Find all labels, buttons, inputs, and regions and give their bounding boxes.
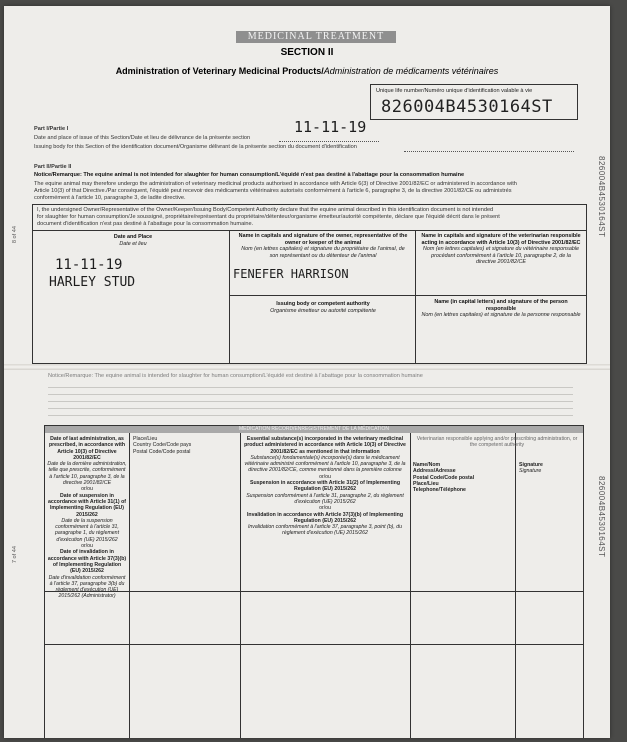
section-title: SECTION II <box>280 47 334 58</box>
part2-text-1: The equine animal may therefore undergo the administration of veterinary medicinal products authorised in accordance with Article 6(3) of Directive 2001/82/EC or administered in accordance with <box>34 181 517 187</box>
med-col-line-4 <box>515 433 516 738</box>
owner-name-header <box>237 233 409 259</box>
vet-responsible-header: Veterinarian responsible applying and/or prescribing administration, or the competent authority <box>416 436 578 449</box>
last-administration-cell <box>47 436 127 600</box>
declaration-text-2: for slaughter for human consumption/Je soussigné, propriétaire/représentant du propriétaire/détenteur/organisme émetteur/autorité compétente, déclare que l'équidé décrit dans le présent <box>37 214 500 220</box>
medication-record-band: MEDICATION RECORD/ENREGISTREMENT DE LA MÉDICATION <box>45 426 583 433</box>
medication-record-table <box>44 425 584 738</box>
page-number-bottom: 7 of 44 <box>12 546 18 564</box>
responsible-person-label-fr: Nom (en lettres capitales) et signature de la personne responsable <box>421 312 581 319</box>
or-label-3: or/ou <box>319 473 331 480</box>
part2-heading: Part II/Partie II <box>34 164 72 170</box>
handwritten-date: 11-11-19 <box>55 257 123 273</box>
faded-paragraph <box>48 383 573 417</box>
signature-cell <box>519 462 579 475</box>
table-col-line-2 <box>415 230 416 363</box>
table-col-line-1 <box>229 230 230 363</box>
substance-label-fr: Substance(s) fondamentale(s) incorporée(s) dans le médicament vétérinaire administré conformément à l'article 10, paragraphe 3, de la directive 2001/82/CE, comme mentionné dans la première colonne <box>244 454 406 474</box>
table-mid-line <box>229 295 586 296</box>
date-place-header <box>53 234 213 247</box>
suspension-label-fr: Suspension conformément à l'article 31, paragraphe 2, du règlement d'exécution (UE) 2015/262 <box>246 492 404 505</box>
page-title <box>4 66 610 76</box>
part1-body-line: Issuing body for this Section of the identification document/Organisme délivrant de la présente section du document d'identification <box>34 144 357 150</box>
invalidation-label: Invalidation in accordance with Article 37(3)(b) of Implementing Regulation (EU) 2015/262 <box>246 511 404 524</box>
date-place-label-fr: Date et lieu <box>119 240 147 247</box>
vet-name-label-fr: Nom (en lettres capitales) et signature du vétérinaire responsable procédant conformément à l'article 10, paragraphe 2, de la directive 2001/82/CE <box>422 246 580 266</box>
declaration-table <box>32 204 587 364</box>
country-code-label: Country Code/Code pays <box>133 442 192 449</box>
med-col-line-2 <box>240 433 241 738</box>
date-dotted-line <box>279 141 379 142</box>
vet-name-field: Name/Nom <box>413 462 441 468</box>
lower-notice: Notice/Remarque: The equine animal is intended for slaughter for human consumption/L'équidé est destiné à l'abattage pour la consommation humaine <box>48 373 423 379</box>
issuing-body-label: Issuing body or competent authority <box>276 301 370 307</box>
med-col-line-1 <box>129 433 130 738</box>
part2-notice: Notice/Remarque: The equine animal is not intended for slaughter for human consumption/L'équidé n'est pas destiné à l'abattage pour la consommation humaine <box>34 172 465 178</box>
part1-date-line: Date and place of issue of this Section/Date et lieu de délivrance de la présente section <box>34 135 251 141</box>
place-cell <box>133 436 237 455</box>
invalidation-date-label-fr: Date d'invalidation conformément à l'article 37, paragraphe 3(b) du règlement d'exécution (UE) 2015/262 (Administrator) <box>48 574 126 600</box>
last-admin-label-fr: Date de la dernière administration, telle que prescrite, conformément à l'article 10, paragraphe 3, de la directive 2001/82/CE <box>47 461 127 487</box>
vet-postal-field: Postal Code/Code postal <box>413 474 475 481</box>
med-col-line-3 <box>410 433 411 738</box>
substance-cell <box>244 436 406 537</box>
or-label-4: or/ou <box>319 505 331 512</box>
suspension-date-label-fr: Date de la suspension conformément à l'article 31, paragraphe 1, du règlement d'exécution (UE) 2015/262 <box>54 517 120 543</box>
med-row-line-2 <box>45 644 583 645</box>
section-banner: MEDICINAL TREATMENT <box>236 31 396 43</box>
substance-label: Essential substance(s) incorporated in the veterinary medicinal product administered in accordance with Article 10(3) of Directive 2001/82/EC as mentioned in that information <box>244 436 406 455</box>
uln-handwritten: 826004B4530164ST <box>381 97 553 117</box>
declaration-text-1: I, the undersigned Owner/Representative of the Owner/Keeper/Issuing Body/Competent Authority declare that the equine animal described in this identification document is not intended <box>37 207 494 213</box>
passport-page <box>4 6 610 738</box>
handwritten-place: HARLEY STUD <box>49 275 136 290</box>
part2-text-2: Article 10(3) of that Directive./Par conséquent, l'équidé peut recevoir des médicaments vétérinaires autorisés conformément à l'article 6, paragraphe 3, de la directive 2001/82/CE ou administrés <box>34 188 512 194</box>
vet-fields <box>413 462 513 493</box>
page-fold <box>4 364 610 370</box>
body-dotted-line <box>404 151 574 152</box>
owner-name-label-fr: Nom (en lettres capitales) et signature du propriétaire de l'animal, de son représentant ou du détenteur de l'animal <box>241 246 405 259</box>
part1-heading: Part I/Partie I <box>34 126 69 132</box>
responsible-person-label: Name (in capital letters) and signature of the person responsible <box>434 299 568 312</box>
side-uln-code-bottom: 826004B4530164ST <box>597 476 606 558</box>
last-admin-label: Date of last administration, as prescribed, in accordance with Article 10(3) of Directive 2001/82/EC <box>48 436 126 461</box>
invalidation-date-label: Date of invalidation in accordance with Article 37(3)(b) of Implementing Regulation (EU) 2015/262 <box>47 549 127 575</box>
vet-name-header <box>421 233 581 266</box>
place-label: Place/Lieu <box>133 436 158 442</box>
vet-address-field: Address/Adresse <box>413 468 456 475</box>
date-place-label: Date and Place <box>113 234 153 240</box>
page-number-top: 8 of 44 <box>12 226 18 244</box>
owner-name-label: Name in capitals and signature of the owner, representative of the owner or keeper of the animal <box>238 233 408 246</box>
signature-label: Signature <box>519 462 543 468</box>
issue-date-handwritten: 11-11-19 <box>294 118 367 136</box>
postal-code-label: Postal Code/Code postal <box>133 448 191 455</box>
vet-telephone-field: Telephone/Téléphone <box>413 487 466 494</box>
unique-life-number-box <box>370 84 578 120</box>
vet-name-label: Name in capitals and signature of the veterinarian responsible acting in accordance with Article 10(3) of Directive 2001/82/EC <box>421 233 581 246</box>
table-divider <box>33 230 586 231</box>
declaration-text-3: document d'identification n'est pas destiné à l'abattage pour la consommation humaine. <box>37 221 254 227</box>
part2-text-3: conformément à l'article 10, paragraphe 3, de ladite directive. <box>34 195 186 201</box>
responsible-person-header <box>421 299 581 319</box>
suspension-date-label: Date of suspension in accordance with Article 31(1) of Implementing Regulation (EU) 2015/262 <box>48 492 126 518</box>
or-label-1: or/ou <box>81 486 93 493</box>
signature-label-fr: Signature <box>519 468 542 475</box>
suspension-label: Suspension in accordance with Article 31(2) of Implementing Regulation (EU) 2015/262 <box>250 480 400 493</box>
issuing-body-header <box>237 301 409 314</box>
invalidation-label-fr: Invalidation conformément à l'article 37, paragraphe 3, point (b), du règlement d'exécution (UE) 2015/262 <box>247 524 403 537</box>
title-english: Administration of Veterinary Medicinal Products/ <box>115 66 324 76</box>
or-label-2: or/ou <box>81 543 93 550</box>
vet-place-field: Place/Lieu <box>413 480 439 487</box>
title-french: Administration de médicaments vétérinaires <box>323 66 499 76</box>
uln-label: Unique life number/Numéro unique d'identification valable à vie <box>376 88 533 94</box>
handwritten-owner-name: FENEFER HARRISON <box>233 267 349 281</box>
issuing-body-label-fr: Organisme émetteur ou autorité compétente <box>270 307 376 314</box>
side-uln-code-top: 826004B4530164ST <box>597 156 606 238</box>
